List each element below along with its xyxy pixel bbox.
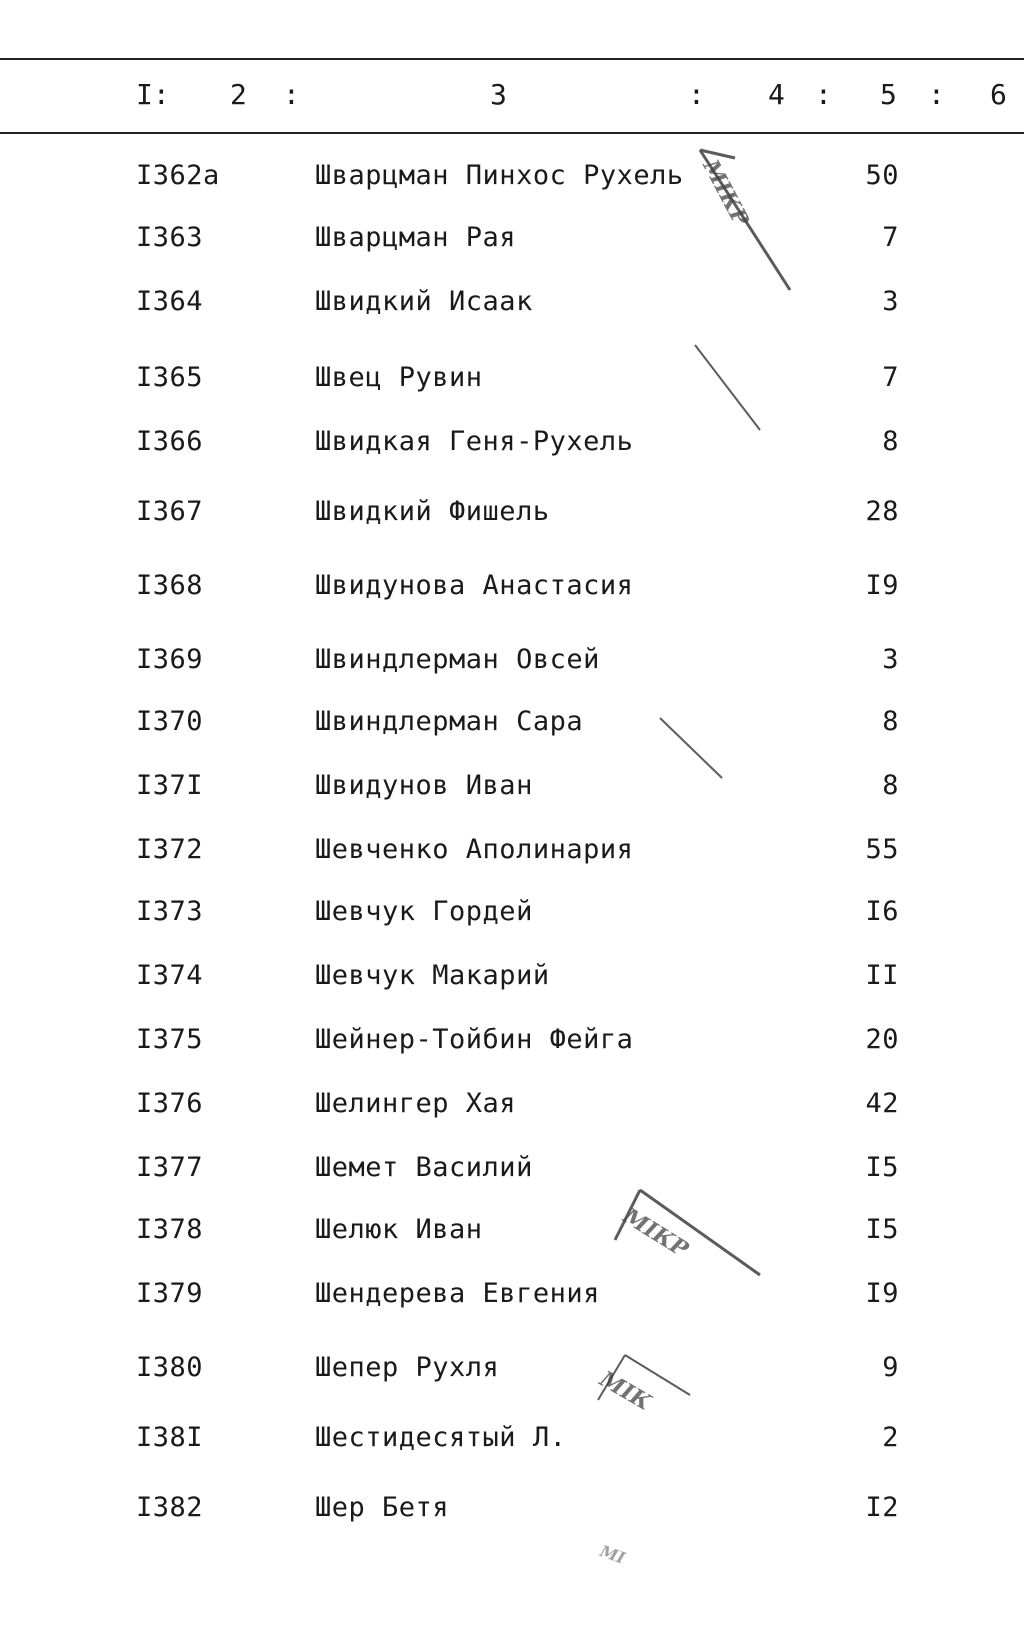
table-row [0, 958, 1024, 998]
row-value: 2 [882, 1422, 899, 1453]
header-sep-1: : [283, 78, 300, 111]
table-row [0, 894, 1024, 934]
row-value: 42 [865, 1088, 899, 1119]
table-row [0, 1490, 1024, 1530]
row-name: Шемет Василий [315, 1152, 533, 1183]
row-name: Швидунов Иван [315, 770, 533, 801]
table-row [0, 1212, 1024, 1252]
row-name: Шварцман Рая [315, 222, 517, 253]
row-name: Шер Бетя [315, 1492, 450, 1523]
stamp-text: МІКР [697, 155, 754, 231]
row-number: I362a [136, 160, 220, 191]
row-name: Шелюк Иван [315, 1214, 483, 1245]
row-value: 28 [865, 496, 899, 527]
row-number: I370 [136, 706, 204, 737]
row-number: I377 [136, 1152, 204, 1183]
row-name: Швиндлерман Сара [315, 706, 584, 737]
row-value: 9 [882, 1352, 899, 1383]
row-number: I372 [136, 834, 204, 865]
row-number: I365 [136, 362, 204, 393]
table-row [0, 424, 1024, 464]
row-name: Шевченко Аполинария [315, 834, 634, 865]
row-number: I369 [136, 644, 204, 675]
header-top-rule [0, 58, 1024, 60]
row-name: Шестидесятый Л. [315, 1422, 567, 1453]
table-row [0, 1022, 1024, 1062]
row-name: Шепер Рухля [315, 1352, 500, 1383]
header-sep-2: : [688, 78, 705, 111]
row-number: I376 [136, 1088, 204, 1119]
row-name: Шендерева Евгения [315, 1278, 600, 1309]
header-col-4: 4 [768, 78, 785, 111]
row-number: I366 [136, 426, 204, 457]
row-number: I368 [136, 570, 204, 601]
row-number: I363 [136, 222, 204, 253]
header-sep-4: : [928, 78, 945, 111]
row-number: I375 [136, 1024, 204, 1055]
row-name: Швидкий Фишель [315, 496, 550, 527]
row-number: I374 [136, 960, 204, 991]
row-value: 20 [865, 1024, 899, 1055]
row-number: I380 [136, 1352, 204, 1383]
row-value: I6 [865, 896, 899, 927]
table-row [0, 158, 1024, 198]
stamp-text: МІ [597, 1541, 628, 1568]
row-name: Швидкая Геня-Рухель [315, 426, 634, 457]
row-value: 7 [882, 362, 899, 393]
row-value: 8 [882, 770, 899, 801]
table-row [0, 704, 1024, 744]
row-number: I382 [136, 1492, 204, 1523]
header-sep-3: : [815, 78, 832, 111]
row-name: Швидунова Анастасия [315, 570, 634, 601]
table-row [0, 1350, 1024, 1390]
table-row [0, 768, 1024, 808]
header-col-2: 2 [230, 78, 247, 111]
header-col-3: 3 [490, 78, 507, 111]
row-number: I378 [136, 1214, 204, 1245]
row-value: I9 [865, 1278, 899, 1309]
row-number: I38I [136, 1422, 204, 1453]
row-name: Шевчук Макарий [315, 960, 550, 991]
row-value: 7 [882, 222, 899, 253]
row-value: 8 [882, 426, 899, 457]
table-row [0, 832, 1024, 872]
row-number: I379 [136, 1278, 204, 1309]
row-number: I364 [136, 286, 204, 317]
row-value: 50 [865, 160, 899, 191]
row-value: II [865, 960, 899, 991]
row-name: Швидкий Исаак [315, 286, 533, 317]
row-value: 3 [882, 644, 899, 675]
row-name: Швиндлерман Овсей [315, 644, 600, 675]
row-name: Шварцман Пинхос Рухель [315, 160, 684, 191]
header-col-6: 6 [990, 78, 1007, 111]
header-bottom-rule [0, 132, 1024, 134]
row-value: I2 [865, 1492, 899, 1523]
header-col-1: I: [136, 78, 170, 111]
table-row [0, 220, 1024, 260]
row-value: 3 [882, 286, 899, 317]
row-name: Шелингер Хая [315, 1088, 517, 1119]
stamp-text: МІК [595, 1366, 656, 1416]
table-row [0, 1086, 1024, 1126]
table-row [0, 642, 1024, 682]
stamp-text: МІКР [618, 1203, 693, 1263]
table-row [0, 494, 1024, 534]
table-row [0, 1420, 1024, 1460]
header-col-5: 5 [880, 78, 897, 111]
row-name: Шейнер-Тойбин Фейга [315, 1024, 634, 1055]
table-row [0, 284, 1024, 324]
row-value: I9 [865, 570, 899, 601]
row-value: I5 [865, 1152, 899, 1183]
row-number: I373 [136, 896, 204, 927]
row-value: 55 [865, 834, 899, 865]
row-name: Швец Рувин [315, 362, 483, 393]
row-number: I367 [136, 496, 204, 527]
table-row [0, 568, 1024, 608]
table-row [0, 360, 1024, 400]
row-name: Шевчук Гордей [315, 896, 533, 927]
table-row [0, 1150, 1024, 1190]
row-value: I5 [865, 1214, 899, 1245]
row-value: 8 [882, 706, 899, 737]
row-number: I37I [136, 770, 204, 801]
table-row [0, 1276, 1024, 1316]
